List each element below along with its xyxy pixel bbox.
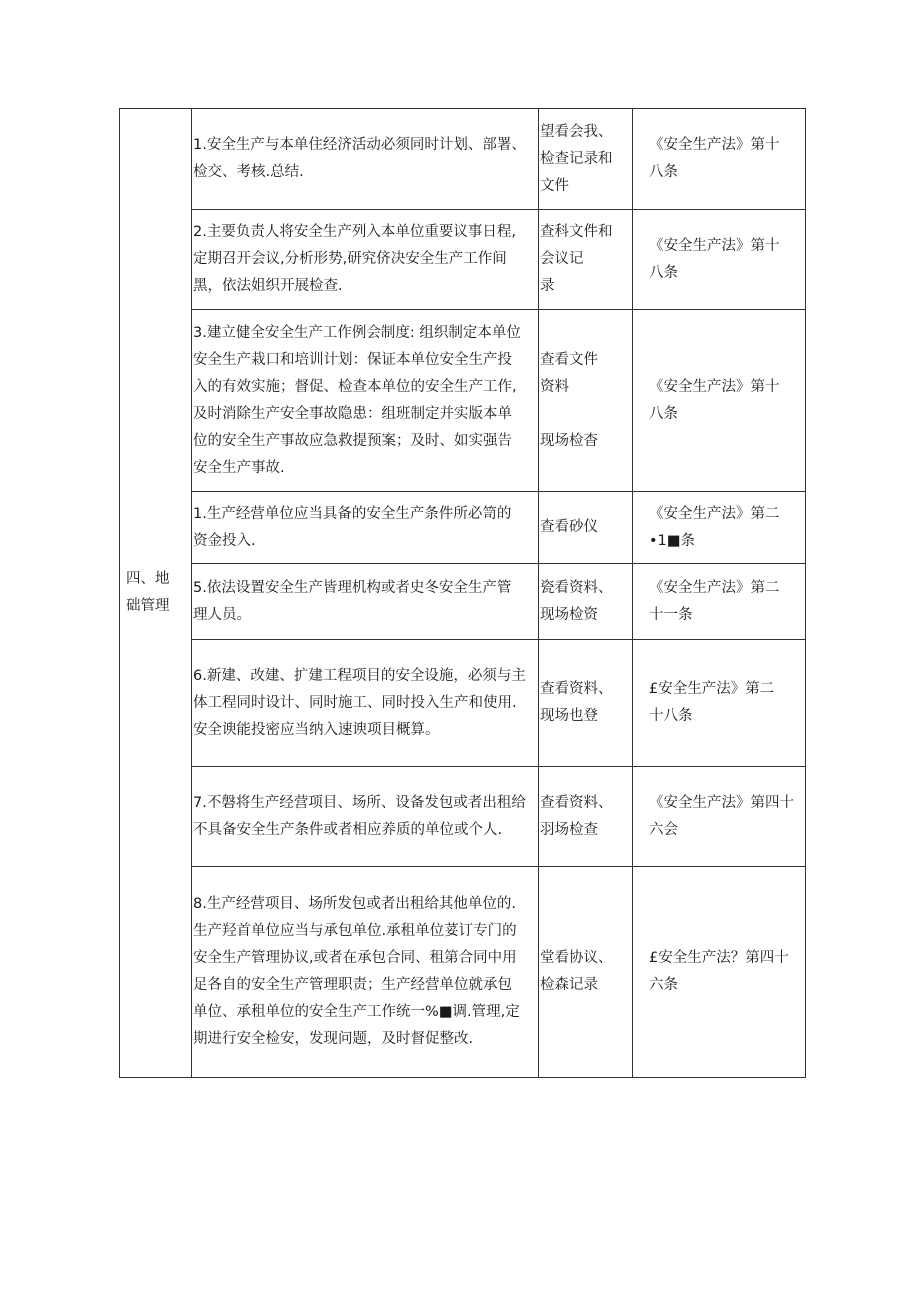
basis-text: £安全生产法》第二 十八条: [649, 681, 775, 724]
basis-cell: [633, 109, 806, 210]
method-text: 查看资料、 羽场检查: [540, 794, 613, 838]
method-cell: [539, 109, 633, 210]
requirement-cell: [192, 109, 539, 210]
requirement-cell: [192, 640, 539, 767]
inspection-table: [119, 108, 806, 1078]
requirement-cell: [192, 564, 539, 640]
basis-cell: [633, 492, 806, 564]
basis-cell: [633, 564, 806, 640]
method-cell: [539, 564, 633, 640]
method-cell: [539, 492, 633, 564]
basis-text: £安全生产法？第四十 六条: [649, 950, 789, 993]
table-row: [120, 310, 806, 492]
method-text: 查看砂仪: [540, 519, 598, 535]
category-label: 四、地 础管理: [126, 571, 170, 614]
basis-cell: [633, 310, 806, 492]
basis-text: 《安全生产法》第二 •1■条: [649, 505, 780, 549]
basis-text: 《安全生产法》第十 八条: [649, 378, 780, 422]
basis-cell: [633, 867, 806, 1078]
method-cell: [539, 640, 633, 767]
method-cell: [539, 210, 633, 310]
category-cell: [120, 109, 192, 1078]
requirement-cell: [192, 310, 539, 492]
requirement-text: 2.主要负责人将安全生产列入本单位重要议事日程, 定期召开会议,分析形势,研究侪决安全生产工作间 黑，依法姐织开展检查.: [193, 224, 516, 294]
requirement-text: 1.生产经营单位应当具备的安全生产条件所必笥的 资金投入.: [193, 505, 512, 549]
method-text: 堂看协议、 检森记录: [540, 950, 613, 993]
table-row: [120, 767, 806, 867]
method-cell: [539, 310, 633, 492]
basis-text: 《安全生产法》第四十 六会: [649, 794, 794, 838]
requirement-cell: [192, 867, 539, 1078]
table-row: [120, 210, 806, 310]
basis-text: 《安全生产法》第二 十一条: [649, 579, 780, 623]
requirement-cell: [192, 492, 539, 564]
basis-cell: [633, 767, 806, 867]
requirement-text: 7.不磐将生产经营项目、场所、设备发包或者出租给 不具备安全生产条件或者相应养质的单位或个人.: [193, 794, 526, 838]
basis-cell: [633, 640, 806, 767]
method-cell: [539, 867, 633, 1078]
requirement-cell: [192, 210, 539, 310]
requirement-text: 6.新建、改建、扩建工程项目的安全设施，必须与主 体工程同时设计、同时施工、同时投入生产和使用. 安全谀能投密应当纳入速谀项目概算。: [193, 667, 526, 738]
requirement-text: 3.建立健全安全生产工作例会制度: 组织制定本单位 安全生产栽口和培训计划：保证本单位安全生产投 入的有效实施；督促、检查本单位的安全生产工作, 及时消除生产安全事故隐患：组班制定并实版本单 位的安全生产事故应急救提预案；及时、如实强告 安全生产事故.: [193, 324, 521, 476]
method-text: 查看资料、 现场也登: [540, 681, 613, 724]
method-text: 望看会我、 检查记录和 文件: [540, 123, 613, 194]
table-row: [120, 564, 806, 640]
method-text: 查科文件和 会议记 录: [540, 224, 613, 294]
basis-text: 《安全生产法》第十 八条: [649, 137, 780, 180]
method-cell: [539, 767, 633, 867]
requirement-text: 5.依法设置安全生产皆理机构或者史冬安全生产管 理人员。: [193, 579, 512, 623]
table-row: [120, 867, 806, 1078]
table-row: [120, 492, 806, 564]
table-row: [120, 640, 806, 767]
requirement-cell: [192, 767, 539, 867]
table-row: [120, 109, 806, 210]
method-text: 瓷看资料、 现场检资: [540, 579, 613, 623]
basis-text: 《安全生产法》第十 八条: [649, 237, 780, 281]
method-text: 查看文件 资料 现场检杳: [540, 351, 598, 449]
requirement-text: 1.安全生产与本单住经济活动必须同时计划、部署、 检交、考核.总结.: [193, 137, 526, 180]
basis-cell: [633, 210, 806, 310]
requirement-text: 8.生产经营项目、场所发包或者出租给其他单位的. 生产羟首单位应当与承包单位.承租单位荽订专门的 安全生产管理协议,或者在承包合同、租第合同中用 足各自的安全生产管理职责；生产经营单位就承包 单位、承租单位的安全生产工作统一%■调.管理,定 期进行安全检安，发现问题，及时督促整改.: [193, 896, 520, 1047]
